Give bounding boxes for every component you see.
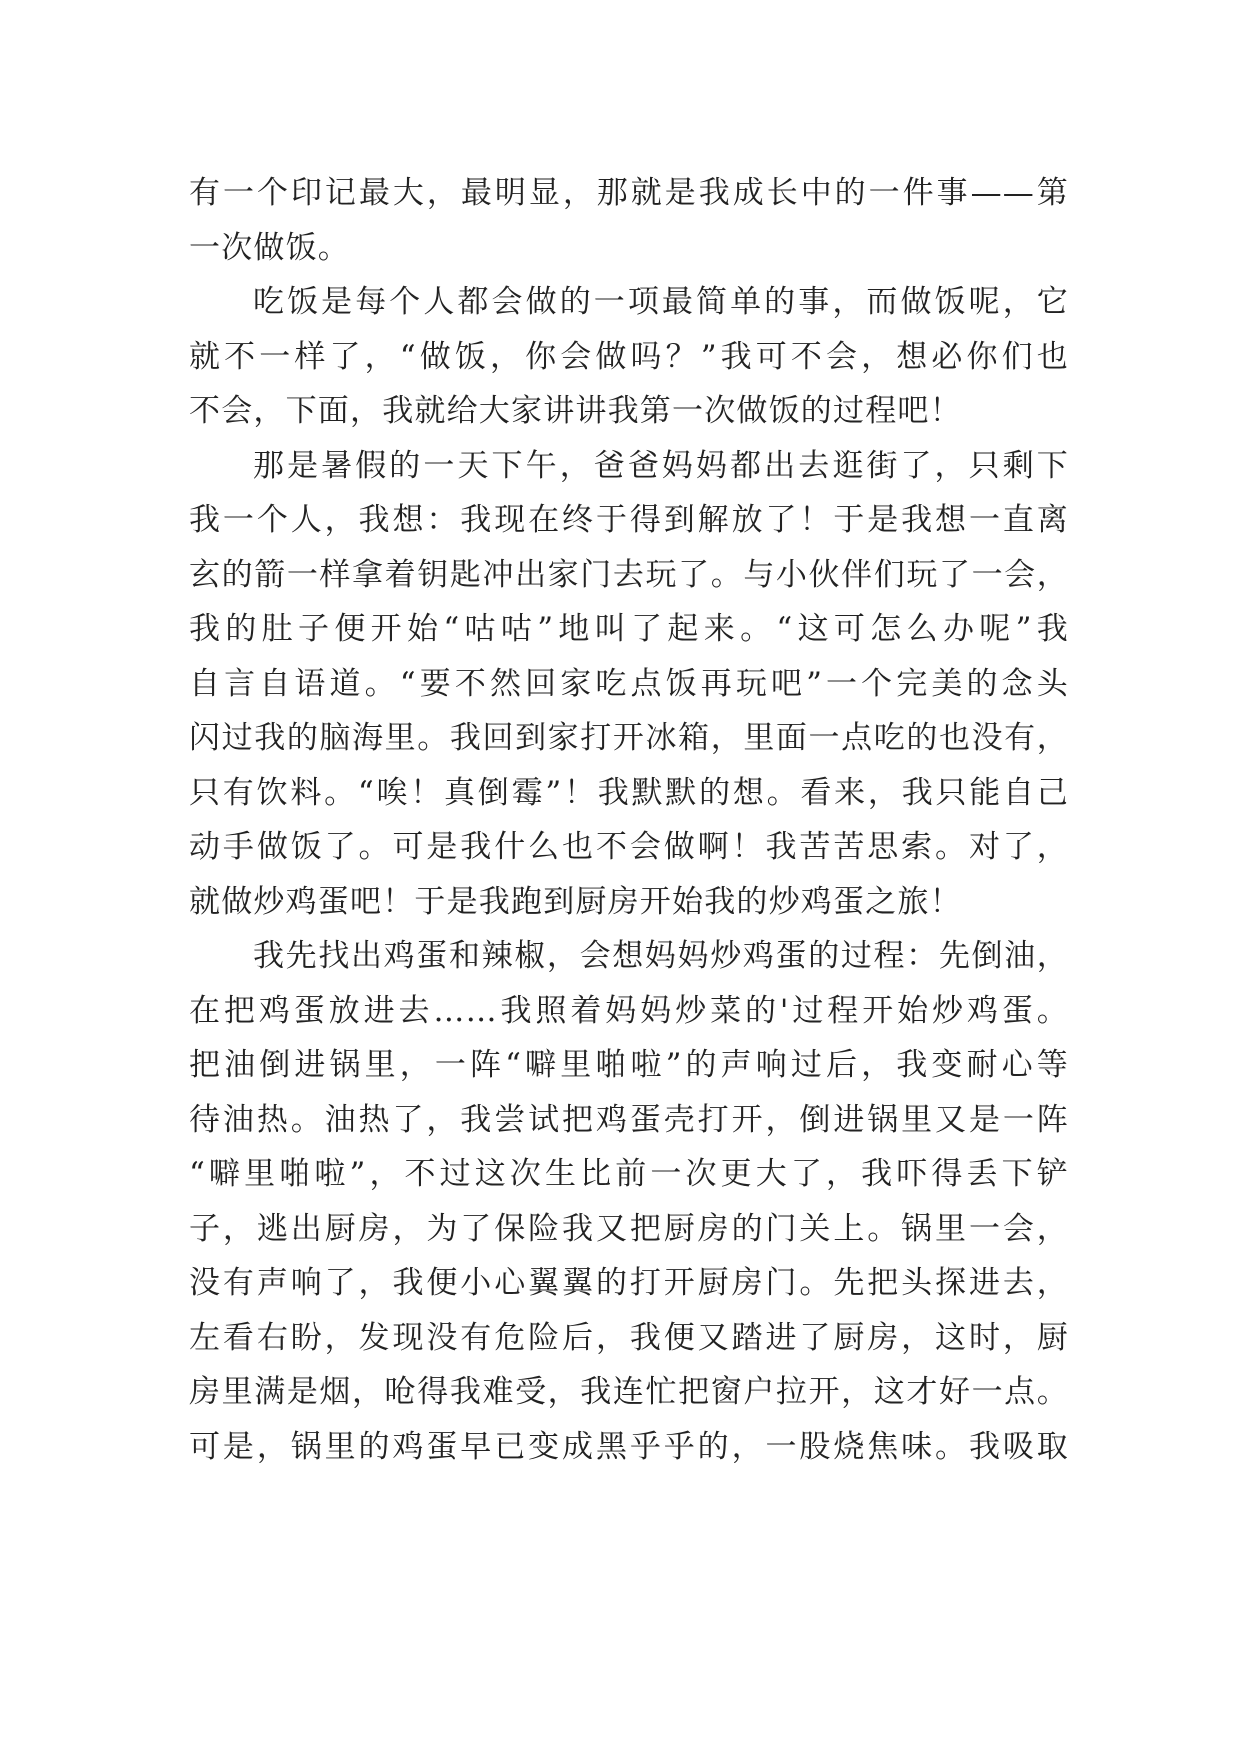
text-line: 就做炒鸡蛋吧！于是我跑到厨房开始我的炒鸡蛋之旅！ xyxy=(189,883,962,920)
text-line: 可是，锅里的鸡蛋早已变成黑乎乎的，一股烧焦味。我吸取 xyxy=(189,1428,1069,1465)
paragraph-first-line: 我先找出鸡蛋和辣椒，会想妈妈炒鸡蛋的过程：先倒油， xyxy=(253,938,1069,974)
text-line: 闪过我的脑海里。我回到家打开冰箱，里面一点吃的也没有， xyxy=(189,720,1069,756)
text-line: 待油热。油热了，我尝试把鸡蛋壳打开，倒进锅里又是一阵 xyxy=(189,1101,1069,1138)
text-line: 没有声响了，我便小心翼翼的打开厨房门。先把头探进去， xyxy=(189,1265,1069,1301)
text-line: 子，逃出厨房，为了保险我又把厨房的门关上。锅里一会， xyxy=(189,1210,1069,1247)
text-line: 一次做饭。 xyxy=(189,229,350,266)
text-line: “噼里啪啦”，不过这次生比前一次更大了，我吓得丢下铲 xyxy=(189,1156,1069,1192)
text-line: 玄的箭一样拿着钥匙冲出家门去玩了。与小伙伴们玩了一会， xyxy=(189,556,1069,593)
paragraph-first-line: 那是暑假的一天下午，爸爸妈妈都出去逛街了，只剩下 xyxy=(253,447,1069,484)
text-line: 左看右盼，发现没有危险后，我便又踏进了厨房，这时，厨 xyxy=(189,1319,1069,1356)
essay-text xyxy=(189,166,1069,1474)
paragraph-first-line: 吃饭是每个人都会做的一项最简单的事，而做饭呢，它 xyxy=(253,284,1069,320)
text-line: 把油倒进锅里，一阵“噼里啪啦”的声响过后，我变耐心等 xyxy=(189,1047,1069,1083)
text-line: 我的肚子便开始“咕咕”地叫了起来。“这可怎么办呢”我 xyxy=(189,611,1069,647)
text-line: 只有饮料。“唉！真倒霉”！我默默的想。看来，我只能自己 xyxy=(189,774,1069,811)
text-line: 在把鸡蛋放进去……我照着妈妈炒菜的'过程开始炒鸡蛋。 xyxy=(189,992,1069,1029)
text-line: 有一个印记最大，最明显，那就是我成长中的一件事——第 xyxy=(189,175,1069,211)
text-line: 动手做饭了。可是我什么也不会做啊！我苦苦思索。对了， xyxy=(189,829,1069,865)
text-line: 自言自语道。“要不然回家吃点饭再玩吧”一个完美的念头 xyxy=(189,665,1069,702)
text-line: 我一个人，我想：我现在终于得到解放了！于是我想一直离 xyxy=(189,502,1069,538)
text-line: 就不一样了，“做饭，你会做吗？”我可不会，想必你们也 xyxy=(189,338,1069,375)
text-line: 房里满是烟，呛得我难受，我连忙把窗户拉开，这才好一点。 xyxy=(189,1374,1069,1410)
text-line: 不会，下面，我就给大家讲讲我第一次做饭的过程吧！ xyxy=(189,393,962,429)
